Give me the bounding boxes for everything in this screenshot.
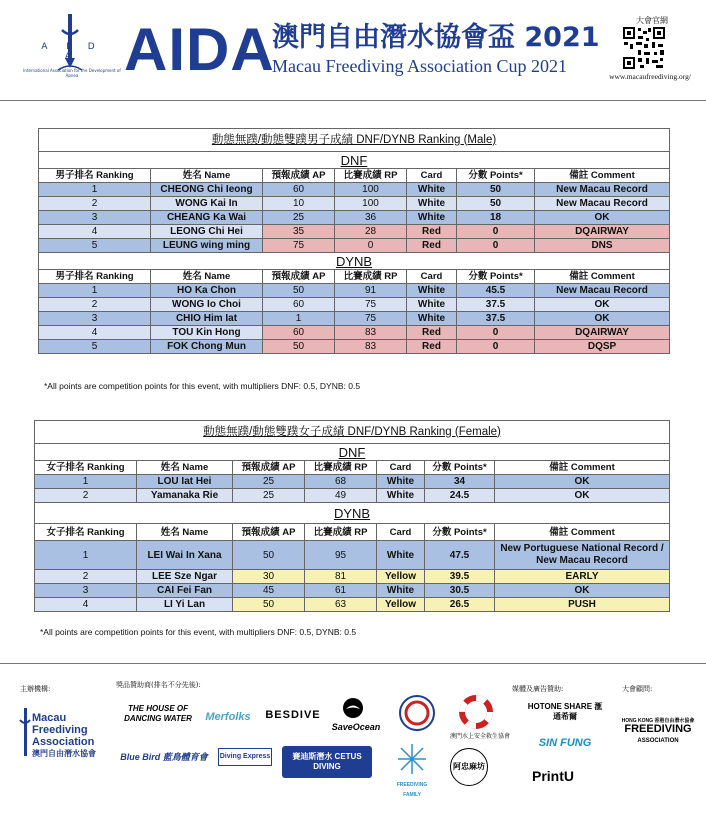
- rank-cell: 1: [35, 541, 137, 570]
- name-cell: TOU Kin Hong: [151, 326, 263, 340]
- logo-subtext: International Association for the Development of Apnea: [23, 68, 121, 78]
- rank-cell: 4: [39, 326, 151, 340]
- ap-cell: 45: [233, 584, 305, 598]
- card-cell: Yellow: [377, 570, 425, 584]
- col-ranking: 男子排名 Ranking: [39, 270, 151, 284]
- title-chinese: 澳門自由潛水協會盃 2021: [272, 22, 600, 53]
- comment-cell: DQAIRWAY: [535, 326, 670, 340]
- ap-cell: 60: [263, 183, 335, 197]
- col-comment: 備註 Comment: [495, 461, 670, 475]
- ap-cell: 35: [263, 225, 335, 239]
- ap-cell: 25: [233, 475, 305, 489]
- sponsor-merfolks: Merfolks: [205, 711, 251, 723]
- col-points: 分數 Points*: [457, 169, 535, 183]
- freediving-family-icon: [390, 740, 434, 780]
- female-footnote: *All points are competition points for this event, with multipliers DNF: 0.5, DYNB: 0.5: [40, 627, 357, 637]
- card-cell: Red: [407, 340, 457, 354]
- rp-cell: 63: [305, 598, 377, 612]
- ap-cell: 60: [263, 326, 335, 340]
- points-cell: 18: [457, 211, 535, 225]
- sponsor-besdive: BESDIVE: [265, 709, 321, 721]
- media-sin-fung: SIN FUNG: [538, 737, 592, 749]
- rp-cell: 75: [335, 312, 407, 326]
- points-cell: 30.5: [425, 584, 495, 598]
- rank-cell: 2: [39, 197, 151, 211]
- page-title: AIDA: [124, 16, 275, 83]
- col-points: 分數 Points*: [425, 461, 495, 475]
- points-cell: 50: [457, 183, 535, 197]
- table-row: [35, 489, 670, 503]
- col-card: Card: [377, 461, 425, 475]
- rp-cell: 100: [335, 197, 407, 211]
- rank-cell: 2: [39, 298, 151, 312]
- card-cell: White: [407, 298, 457, 312]
- male-dynb-section: DYNB: [39, 253, 670, 270]
- card-cell: White: [407, 183, 457, 197]
- ap-cell: 50: [263, 284, 335, 298]
- comment-cell: DQAIRWAY: [535, 225, 670, 239]
- comment-cell: OK: [495, 489, 670, 503]
- title-english: Macau Freediving Association Cup 2021: [272, 56, 567, 76]
- support-label: 大會顧問:: [622, 685, 653, 693]
- col-points: 分數 Points*: [457, 270, 535, 284]
- card-cell: White: [377, 475, 425, 489]
- card-cell: White: [407, 284, 457, 298]
- points-cell: 24.5: [425, 489, 495, 503]
- name-cell: LEONG Chi Hei: [151, 225, 263, 239]
- female-ranking-table: [34, 420, 670, 612]
- organizer-name-cn: 澳門自由潛水協會: [32, 749, 96, 758]
- table-row: [35, 570, 670, 584]
- media-hotone: HOTONE SHARE 滙通希爾: [527, 702, 603, 721]
- name-cell: CHEANG Ka Wai: [151, 211, 263, 225]
- rank-cell: 1: [35, 475, 137, 489]
- table-row: [39, 340, 670, 354]
- comment-cell: DQSP: [535, 340, 670, 354]
- rank-cell: 1: [39, 284, 151, 298]
- col-name: 姓名 Name: [137, 461, 233, 475]
- points-cell: 34: [425, 475, 495, 489]
- name-cell: HO Ka Chon: [151, 284, 263, 298]
- name-cell: WONG Kai In: [151, 197, 263, 211]
- col-card: Card: [407, 169, 457, 183]
- rank-cell: 2: [35, 570, 137, 584]
- ap-cell: 60: [263, 298, 335, 312]
- points-cell: 0: [457, 326, 535, 340]
- card-cell: White: [377, 584, 425, 598]
- organizer-label: 主辦機構:: [20, 685, 51, 693]
- sponsor-ah-chung: 阿忠麻坊: [450, 748, 488, 786]
- rp-cell: 91: [335, 284, 407, 298]
- rp-cell: 28: [335, 225, 407, 239]
- points-cell: 26.5: [425, 598, 495, 612]
- support-hk-freediving: FREEDIVING: [624, 723, 692, 735]
- col-ap: 預報成績 AP: [263, 169, 335, 183]
- comment-cell: PUSH: [495, 598, 670, 612]
- table-row: [39, 239, 670, 253]
- points-cell: 39.5: [425, 570, 495, 584]
- ap-cell: 50: [233, 541, 305, 570]
- col-comment: 備註 Comment: [535, 270, 670, 284]
- ap-cell: 10: [263, 197, 335, 211]
- comment-cell: New Macau Record: [535, 183, 670, 197]
- rp-cell: 83: [335, 340, 407, 354]
- card-cell: White: [407, 312, 457, 326]
- rank-cell: 5: [39, 340, 151, 354]
- col-card: Card: [377, 524, 425, 541]
- col-ap: 預報成績 AP: [263, 270, 335, 284]
- rp-cell: 83: [335, 326, 407, 340]
- card-cell: Red: [407, 239, 457, 253]
- name-cell: LEE Sze Ngar: [137, 570, 233, 584]
- name-cell: CAI Fei Fan: [137, 584, 233, 598]
- ap-cell: 1: [263, 312, 335, 326]
- table-row: [39, 211, 670, 225]
- name-cell: CHIO Him Iat: [151, 312, 263, 326]
- table-row: [39, 225, 670, 239]
- sponsor-lifesaving: 澳門水上安全救生協會: [449, 734, 510, 740]
- rp-cell: 68: [305, 475, 377, 489]
- male-dynb-header: [39, 270, 670, 284]
- footer-divider: [0, 663, 706, 664]
- rank-cell: 3: [39, 211, 151, 225]
- comment-cell: EARLY: [495, 570, 670, 584]
- table-row: [35, 598, 670, 612]
- card-cell: White: [407, 211, 457, 225]
- ap-cell: 25: [263, 211, 335, 225]
- table-row: [35, 584, 670, 598]
- media-label: 媒體及廣告贊助:: [512, 685, 564, 693]
- table-row: [35, 475, 670, 489]
- col-ranking: 女子排名 Ranking: [35, 524, 137, 541]
- table-row: [39, 197, 670, 211]
- rank-cell: 2: [35, 489, 137, 503]
- table-row: [39, 284, 670, 298]
- points-cell: 0: [457, 225, 535, 239]
- qr-label: 大會官網: [636, 16, 668, 25]
- card-cell: Red: [407, 326, 457, 340]
- sponsor-blue-bird: Blue Bird 藍鳥體育會: [120, 752, 208, 762]
- support-hk-association: ASSOCIATION: [637, 738, 679, 744]
- name-cell: LOU Iat Hei: [137, 475, 233, 489]
- col-rp: 比賽成績 RP: [305, 461, 377, 475]
- points-cell: 37.5: [457, 312, 535, 326]
- comment-line-1: New Portuguese National Record /: [500, 543, 664, 554]
- table-row: [39, 326, 670, 340]
- rp-cell: 49: [305, 489, 377, 503]
- rp-cell: 36: [335, 211, 407, 225]
- rp-cell: 75: [335, 298, 407, 312]
- organizer-logo: [18, 706, 108, 770]
- trident-icon: [18, 706, 32, 762]
- ap-cell: 50: [233, 598, 305, 612]
- media-printu: PrintU: [532, 768, 574, 784]
- organizer-name-2: Freediving: [32, 724, 88, 736]
- female-dynb-header: [35, 524, 670, 541]
- comment-cell: OK: [495, 584, 670, 598]
- male-footnote: *All points are competition points for this event, with multipliers DNF: 0.5, DYNB: 0.5: [44, 381, 361, 391]
- comment-cell: OK: [495, 475, 670, 489]
- comment-cell: OK: [535, 211, 670, 225]
- sponsor-cetus-diving: 賽迪斯潛水 CETUS DIVING: [282, 746, 372, 778]
- col-name: 姓名 Name: [137, 524, 233, 541]
- name-cell: FOK Chong Mun: [151, 340, 263, 354]
- comment-cell: OK: [535, 312, 670, 326]
- ap-cell: 50: [263, 340, 335, 354]
- whale-tail-icon: [340, 697, 366, 719]
- rp-cell: 0: [335, 239, 407, 253]
- rank-cell: 1: [39, 183, 151, 197]
- points-cell: 50: [457, 197, 535, 211]
- lifebuoy-icon: [458, 694, 494, 730]
- male-dnf-section: DNF: [39, 152, 670, 169]
- col-rp: 比賽成績 RP: [335, 270, 407, 284]
- lifesaving-badge-icon: [398, 694, 436, 732]
- card-cell: White: [407, 197, 457, 211]
- support-hk-label: HONG KONG 香港自由潛水協會: [621, 718, 695, 724]
- rp-cell: 81: [305, 570, 377, 584]
- points-cell: 0: [457, 239, 535, 253]
- rp-cell: 100: [335, 183, 407, 197]
- male-table-title: 動態無蹼/動態雙蹼男子成績 DNF/DYNB Ranking (Male): [39, 129, 670, 152]
- col-points: 分數 Points*: [425, 524, 495, 541]
- col-ranking: 女子排名 Ranking: [35, 461, 137, 475]
- col-card: Card: [407, 270, 457, 284]
- points-cell: 37.5: [457, 298, 535, 312]
- sponsor-freediving-family: FREEDIVING FAMILY: [396, 782, 428, 798]
- card-cell: Yellow: [377, 598, 425, 612]
- qr-code-icon[interactable]: [622, 26, 666, 70]
- logo-text: A I D A: [41, 42, 103, 62]
- male-dnf-header: [39, 169, 670, 183]
- points-cell: 0: [457, 340, 535, 354]
- comment-cell: New Macau Record: [535, 284, 670, 298]
- sponsor-dancing-water: THE HOUSE OF DANCING WATER: [124, 704, 192, 723]
- rank-cell: 4: [39, 225, 151, 239]
- name-cell: WONG Io Choi: [151, 298, 263, 312]
- ap-cell: 75: [263, 239, 335, 253]
- table-row: [35, 541, 670, 570]
- table-row: [39, 298, 670, 312]
- table-row: [39, 183, 670, 197]
- col-ap: 預報成績 AP: [233, 461, 305, 475]
- comment-line-2: New Macau Record: [536, 555, 628, 566]
- card-cell: White: [377, 541, 425, 570]
- female-dnf-header: [35, 461, 670, 475]
- rank-cell: 3: [35, 584, 137, 598]
- ap-cell: 30: [233, 570, 305, 584]
- comment-cell: OK: [535, 298, 670, 312]
- card-cell: Red: [407, 225, 457, 239]
- comment-cell: DNS: [535, 239, 670, 253]
- comment-cell: [495, 541, 670, 570]
- col-name: 姓名 Name: [151, 270, 263, 284]
- rp-cell: 61: [305, 584, 377, 598]
- sponsor-diving-express: Diving Express: [218, 748, 272, 766]
- col-comment: 備註 Comment: [535, 169, 670, 183]
- col-comment: 備註 Comment: [495, 524, 670, 541]
- card-cell: White: [377, 489, 425, 503]
- name-cell: LEI Wai In Xana: [137, 541, 233, 570]
- col-name: 姓名 Name: [151, 169, 263, 183]
- female-table-title: 動態無蹼/動態雙蹼女子成績 DNF/DYNB Ranking (Female): [35, 421, 670, 444]
- sponsor-saveocean: SaveOcean: [331, 722, 381, 732]
- col-ap: 預報成績 AP: [233, 524, 305, 541]
- table-row: [39, 312, 670, 326]
- organizer-name-1: Macau: [32, 712, 67, 724]
- comment-cell: New Macau Record: [535, 197, 670, 211]
- website-url[interactable]: www.macaufreediving.org/: [609, 72, 691, 81]
- points-cell: 47.5: [425, 541, 495, 570]
- organizer-name-3: Association: [32, 736, 95, 748]
- male-ranking-table: [38, 128, 670, 354]
- rank-cell: 4: [35, 598, 137, 612]
- col-rp: 比賽成績 RP: [305, 524, 377, 541]
- points-cell: 45.5: [457, 284, 535, 298]
- sponsors-label: 獎品贊助商(排名不分先後):: [116, 681, 201, 689]
- name-cell: LI Yi Lan: [137, 598, 233, 612]
- female-dynb-section: DYNB: [35, 503, 670, 524]
- divider: [0, 100, 706, 101]
- ap-cell: 25: [233, 489, 305, 503]
- name-cell: CHEONG Chi Ieong: [151, 183, 263, 197]
- rank-cell: 5: [39, 239, 151, 253]
- name-cell: LEUNG wing ming: [151, 239, 263, 253]
- col-ranking: 男子排名 Ranking: [39, 169, 151, 183]
- rp-cell: 95: [305, 541, 377, 570]
- female-dnf-section: DNF: [35, 444, 670, 461]
- name-cell: Yamanaka Rie: [137, 489, 233, 503]
- rank-cell: 3: [39, 312, 151, 326]
- col-rp: 比賽成績 RP: [335, 169, 407, 183]
